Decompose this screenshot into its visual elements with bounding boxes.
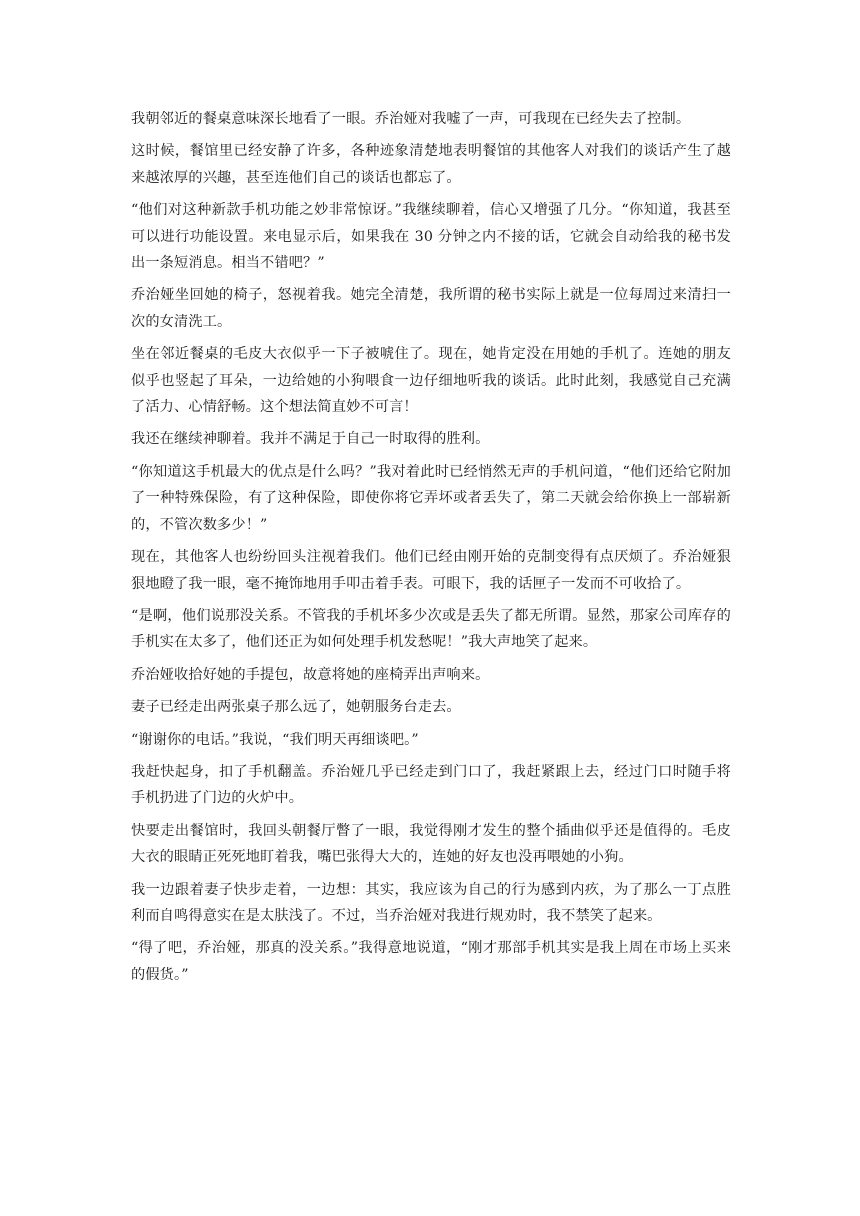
document-body: [131, 106, 731, 994]
paragraph: “得了吧，乔治娅，那真的没关系。”我得意地说道，“刚才那部手机其实是我上周在市场上买来的假货。”: [131, 940, 731, 983]
paragraph: 快要走出餐馆时，我回头朝餐厅瞥了一眼，我觉得刚才发生的整个插曲似乎还是值得的。毛皮大衣的眼睛正死死地盯着我，嘴巴张得大大的，连她的好友也没再喂她的小狗。: [131, 822, 731, 866]
paragraph: “是啊，他们说那没关系。不管我的手机坏多少次或是丢失了都无所谓。显然，那家公司库存的手机实在太多了，他们还正为如何处理手机发愁呢！”我大声地笑了起来。: [131, 607, 731, 651]
paragraph: 坐在邻近餐桌的毛皮大衣似乎一下子被唬住了。现在，她肯定没在用她的手机了。连她的朋友似乎也竖起了耳朵，一边给她的小狗喂食一边仔细地听我的谈话。此时此刻，我感觉自己充满了活力、心情舒畅。这个想法简直妙不可言！: [131, 346, 731, 416]
paragraph: 妻子已经走出两张桌子那么远了，她朝服务台走去。: [131, 699, 461, 716]
paragraph: 我一边跟着妻子快步走着，一边想：其实，我应该为自己的行为感到内疚，为了那么一丁点胜利而自鸣得意实在是太肤浅了。不过，当乔治娅对我进行规劝时，我不禁笑了起来。: [131, 881, 731, 924]
paragraph: 这时候，餐馆里已经安静了许多，各种迹象清楚地表明餐馆的其他客人对我们的谈话产生了越来越浓厚的兴趣，甚至连他们自己的谈话也都忘了。: [131, 143, 731, 186]
paragraph: 我还在继续神聊着。我并不满足于自己一时取得的胜利。: [131, 431, 490, 448]
paragraph: 现在，其他客人也纷纷回头注视着我们。他们已经由刚开始的克制变得有点厌烦了。乔治娅狠狠地瞪了我一眼，毫不掩饰地用手叩击着手表。可眼下，我的话匣子一发而不可收拾了。: [131, 549, 731, 592]
paragraph: 乔治娅收拾好她的手提包，故意将她的座椅弄出声响来。: [131, 666, 490, 683]
paragraph: 我朝邻近的餐桌意味深长地看了一眼。乔治娅对我嘘了一声，可我现在已经失去了控制。: [131, 111, 691, 127]
paragraph: 乔治娅坐回她的椅子，怒视着我。她完全清楚，我所谓的秘书实际上就是一位每周过来清扫一次的女清洗工。: [131, 287, 731, 330]
paragraph: “谢谢你的电话。”我说，“我们明天再细谈吧。”: [131, 731, 419, 748]
paragraph: “你知道这手机最大的优点是什么吗？”我对着此时已经悄然无声的手机问道，“他们还给它附加了一种特殊保险，有了这种保险，即使你将它弄坏或者丢失了，第二天就会给你换上一部崭新的，不管次数多少！”: [131, 463, 731, 533]
paragraph: “他们对这种新款手机功能之妙非常惊讶。”我继续聊着，信心又增强了几分。“你知道，我甚至可以进行功能设置。来电显示后，如果我在 30 分钟之内不接的话，它就会自动给我的秘书发出一条短消息。相当不错吧？”: [131, 202, 731, 272]
paragraph: 我赶快起身，扣了手机翻盖。乔治娅几乎已经走到门口了，我赶紧跟上去，经过门口时随手将手机扔进了门边的火炉中。: [131, 763, 731, 807]
